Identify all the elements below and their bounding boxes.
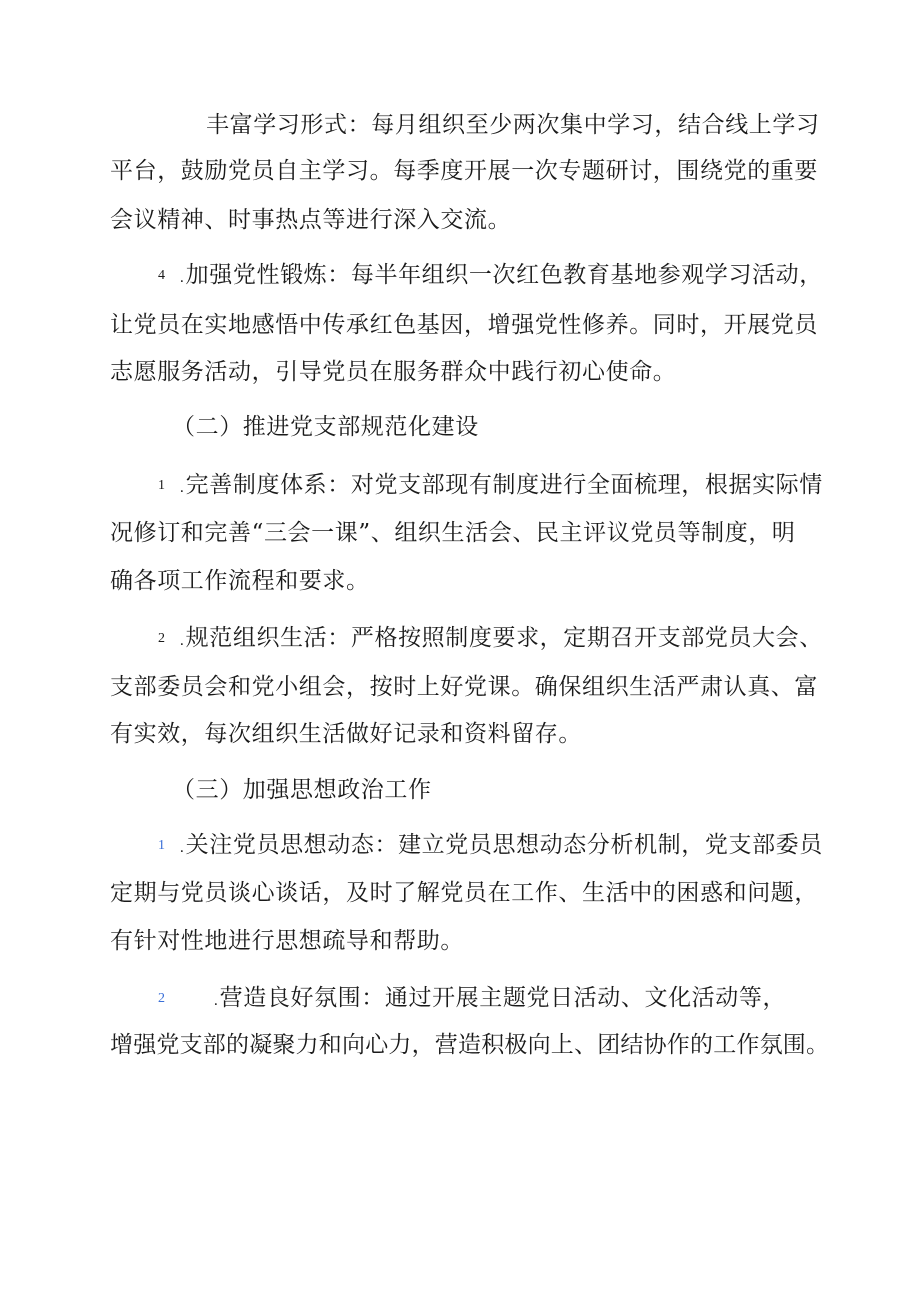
- list-dot: .: [179, 633, 185, 649]
- list-item-text: 完善制度体系：对党支部现有制度进行全面梳理，根据实际情: [185, 472, 823, 498]
- paragraph-line: 平台，鼓励党员自主学习。每季度开展一次专题研讨，围绕党的重要: [110, 158, 818, 184]
- list-dot: .: [179, 840, 185, 856]
- paragraph-line: 有实效，每次组织生活做好记录和资料留存。: [110, 721, 582, 747]
- list-dot: .: [213, 993, 219, 1009]
- list-item-line: [158, 623, 823, 656]
- paragraph-line: 况修订和完善“三会一课”、组织生活会、民主评议党员等制度，明: [110, 520, 796, 546]
- paragraph-line: 让党员在实地感悟中传承红色基因，增强党性修养。同时，开展党员: [110, 312, 818, 338]
- list-dot: .: [179, 480, 185, 496]
- paragraph-line: 支部委员会和党小组会，按时上好党课。确保组织生活严肃认真、富: [110, 674, 818, 700]
- list-number: 2: [158, 631, 166, 646]
- list-item-text: 加强党性锻炼：每半年组织一次红色教育基地参观学习活动，: [185, 262, 823, 288]
- list-number: 1: [158, 478, 166, 493]
- paragraph-line: 确各项工作流程和要求。: [110, 568, 370, 594]
- list-number: 1: [158, 838, 166, 853]
- list-item-text: 规范组织生活：严格按照制度要求，定期召开支部党员大会、: [185, 625, 823, 651]
- list-dot: .: [179, 270, 185, 286]
- section-heading: （三）加强思想政治工作: [172, 777, 432, 803]
- list-item-line: [158, 830, 823, 863]
- list-item-text: 关注党员思想动态：建立党员思想动态分析机制，党支部委员: [185, 832, 823, 858]
- paragraph-line: 有针对性地进行思想疏导和帮助。: [110, 928, 464, 954]
- paragraph-line: 定期与党员谈心谈话，及时了解党员在工作、生活中的困惑和问题，: [110, 880, 818, 906]
- list-number: 2: [158, 991, 166, 1006]
- list-item-text: 营造良好氛围：通过开展主题党日活动、文化活动等，: [219, 985, 787, 1011]
- list-item-line: [158, 983, 786, 1016]
- list-item-line: [158, 470, 823, 503]
- list-number: 4: [158, 268, 166, 283]
- paragraph-line: 会议精神、时事热点等进行深入交流。: [110, 207, 512, 233]
- paragraph-line: 志愿服务活动，引导党员在服务群众中践行初心使命。: [110, 359, 677, 385]
- section-heading: （二）推进党支部规范化建设: [172, 414, 479, 440]
- paragraph-line: 丰富学习形式：每月组织至少两次集中学习，结合线上学习: [206, 112, 820, 138]
- list-item-line: [158, 260, 823, 293]
- paragraph-line: 增强党支部的凝聚力和向心力，营造积极向上、团结协作的工作氛围。: [110, 1032, 830, 1058]
